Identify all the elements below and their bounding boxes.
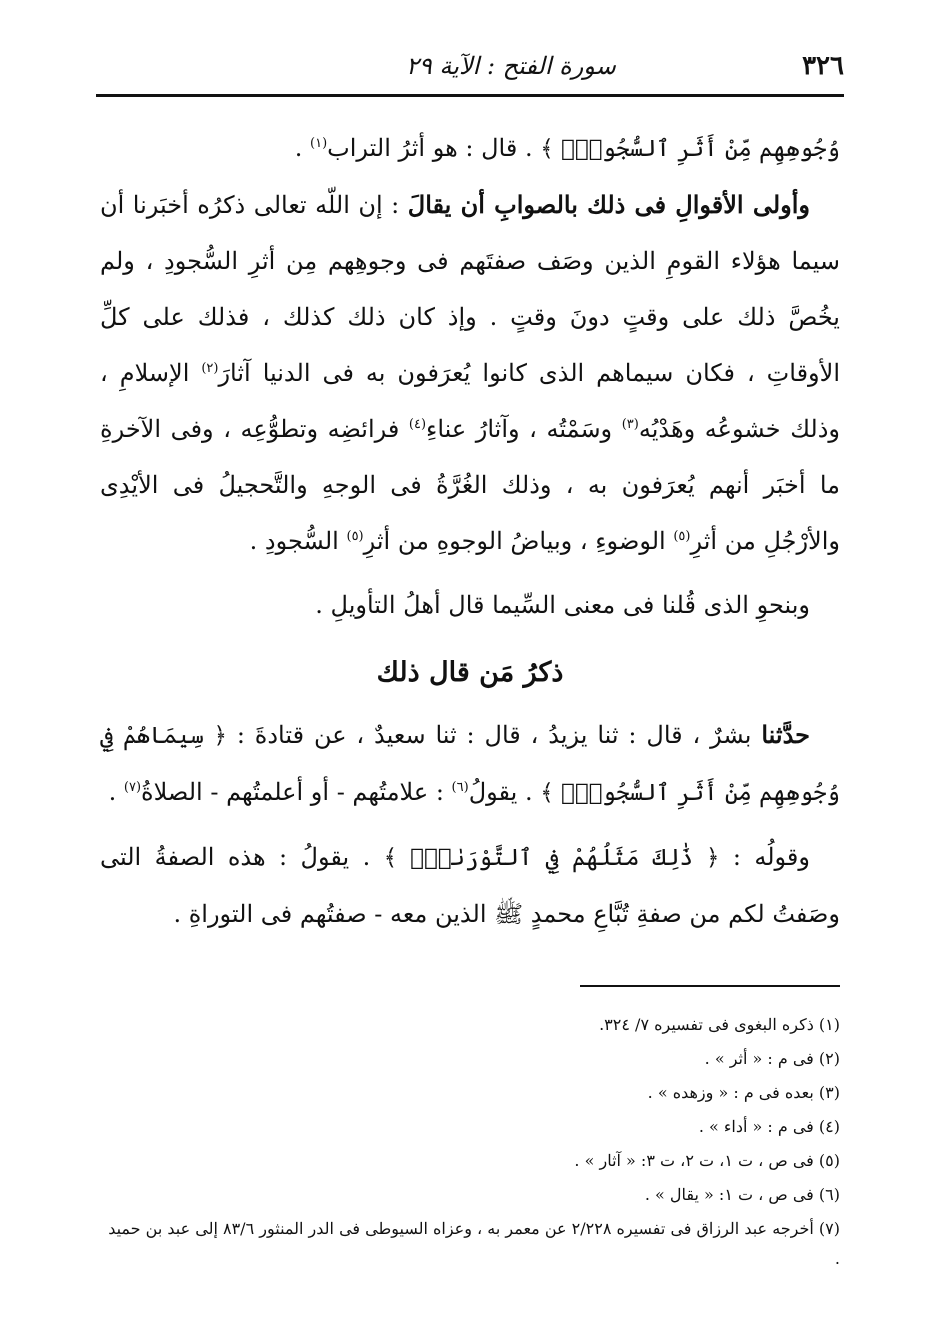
footnote-marker: (١) xyxy=(310,136,328,151)
footnote-2: (٢) فى م : « أثر » . xyxy=(704,1049,840,1068)
paragraph-3: وبنحوِ الذى قُلنا فى معنى السِّيما قال أهلُ التأويلِ . xyxy=(315,591,810,619)
footnote-rule xyxy=(580,985,840,987)
paragraph-text: . xyxy=(108,778,124,806)
paragraph-2 xyxy=(100,177,840,569)
paragraph-text: الوضوءِ ، وبياضُ الوجوهِ من أثرِ xyxy=(363,527,674,555)
footnotes xyxy=(100,1008,840,1274)
page-header xyxy=(96,40,844,92)
header-rule xyxy=(96,94,844,97)
footnote-3: (٣) بعده فى م : « وزهده » . xyxy=(647,1083,840,1102)
paragraph-text: . يقولُ xyxy=(468,778,541,806)
bold-lead: حدَّثنا xyxy=(761,720,810,749)
paragraph-text: وقولُه : xyxy=(719,843,810,871)
footnote-marker: (٣) xyxy=(621,417,639,432)
footnote-6: (٦) فى ص ، ت ١: « يقال » . xyxy=(644,1185,840,1204)
running-title: سورة الفتح : الآية ٢٩ xyxy=(406,52,616,80)
paragraph-1 xyxy=(100,120,840,177)
paragraph-text: الإسلامِ ، وذلك خشوعُه وهَدْيُه xyxy=(100,359,841,443)
footnote-marker: (٦) xyxy=(451,780,469,795)
footnote-marker: (٥) xyxy=(673,529,691,544)
bold-lead: وأولى الأقوالِ فى ذلك بالصوابِ أن يقالَ xyxy=(407,190,810,219)
paragraph-4 xyxy=(100,707,840,821)
paragraph-text: : إن اللّه تعالى ذكرُه أخبَرنا أن سيما هؤلاء القومِ الذين وصَف صفتَهم فى وجوهِهم مِن أثرِ السُّجودِ ، ولم يخُصَّ ذلك على وقتٍ دونَ وقتٍ . وإذ كان ذلك كذلك ، فذلك على كلِّ الأوقاتِ ، فكان سيماهم الذى كانوا يُعرَفون به فى الدنيا آثارَ xyxy=(100,191,840,387)
paragraph-5 xyxy=(100,829,840,942)
paragraph-text: . يقولُ : هذه الصفةُ التى وصَفتُ لكم من صفةِ تُبَّاعِ محمدٍ ﷺ الذين معه - صفتُهم فى التوراةِ . xyxy=(100,843,840,928)
quran-quote: ﴿ سِيمَاهُمْ فِي وُجُوهِهِم مِّنْ أَثَرِ ٱلسُّجُودِۚ ﴾ xyxy=(100,723,840,806)
page-number: ٣٢٦ xyxy=(802,51,844,81)
footnote-marker: (٧) xyxy=(123,780,142,795)
paragraph-text: وسَمْتُه ، وآثارُ عناءِ xyxy=(426,415,622,443)
footnote-marker: (٤) xyxy=(408,417,427,432)
quran-quote: ﴿ ذَٰلِكَ مَثَلُهُمْ فِي ٱلتَّوْرَىٰةِۚ ﴾ xyxy=(383,845,720,871)
footnote-1: (١) ذكره البغوى فى تفسيره ٧/ ٣٢٤. xyxy=(599,1015,840,1034)
section-heading: ذكرُ مَن قال ذلك xyxy=(376,657,564,688)
paragraph-text: : علامتُهم - أو أعلمتُهم - الصلاةُ xyxy=(141,778,452,806)
quran-quote: وُجُوهِهِم مِّنْ أَثَرِ ٱلسُّجُودِۚ ﴾ xyxy=(540,136,840,162)
paragraph-text: . قال : هو أثرُ التراب xyxy=(327,134,541,162)
paragraph-text: . xyxy=(294,134,310,162)
paragraph-text: السُّجودِ . xyxy=(249,527,347,555)
footnote-7: (٧) أخرجه عبد الرزاق فى تفسيره ٢/٢٢٨ عن معمر به ، وعزاه السيوطى فى الدر المنثور ٨٣/٦ إلى عبد بن حميد . xyxy=(108,1219,840,1268)
footnote-4: (٤) فى م : « أداء » . xyxy=(698,1117,840,1136)
footnote-5: (٥) فى ص ، ت ١، ت ٢، ت ٣: « آثار » . xyxy=(574,1151,840,1170)
paragraph-text: بشرٌ ، قال : ثنا يزيدُ ، قال : ثنا سعيدٌ ، عن قتادةَ : xyxy=(226,721,762,749)
main-text xyxy=(100,120,840,942)
footnote-marker: (٢) xyxy=(201,361,219,376)
footnote-marker: (٥) xyxy=(346,529,364,544)
paragraph-text: فرائضِه وتطوُّعِه ، وفى الآخرةِ ما أخبَر أنهم يُعرَفون به ، وذلك الغُرَّةُ فى الوجهِ والتَّحجيلُ فى الأيْدِى والأرْجُلِ من أثرِ xyxy=(100,415,840,555)
